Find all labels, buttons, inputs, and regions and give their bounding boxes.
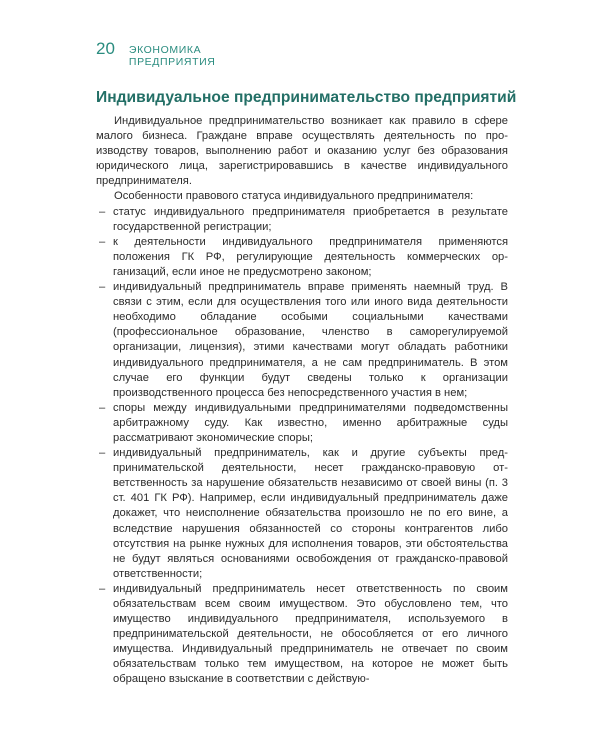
running-header [96, 40, 215, 68]
list-item [96, 582, 508, 688]
list-item-text: споры между индивидуальными предпринимателями подведомственны арбитражному суду. Как известно, именно арбитражные суды рассматривают экономические споры; [113, 401, 508, 444]
dash-bullet: – [99, 281, 106, 294]
list-item [96, 446, 508, 582]
paragraph-list-lead: Особенности правового статуса индивидуального предпринимателя: [114, 190, 474, 203]
running-title-line-1: ЭКОНОМИКА [128, 44, 202, 56]
list-item-text: индивидуальный предприниматель, как и другие субъекты предпринимательской деятельности, несет гражданско-правовую ответственность за нарушение обязательств независимо от своей вины (п. 3 ст. 401 ГК РФ). Например, если индивидуальный предприниматель даже докажет, что неисполнение обязательства произошло не по его вине, а вследствие нарушения обязанностей со стороны контрагентов либо отсутствия на рынке нужных для исполнения товаров, эти обстоятельства не будут являться основаниями освобождения от гражданско-правовой ответственности; [113, 447, 508, 580]
running-title [129, 44, 216, 68]
list-item [96, 280, 508, 401]
list-item [96, 205, 508, 235]
list-item [96, 235, 508, 280]
paragraph-intro: Индивидуальное предпринимательство возникает как правило в сфере малого бизнеса. Граждане вправе осуществлять деятельность по производству товаров, выполнению работ и оказанию услуг без образования юридического лица, зарегистрировавшись в качестве индивидуального предпринимателя. [96, 115, 508, 188]
list-item-text: к деятельности индивидуального предпринимателя применяются положения ГК РФ, регулирующие деятельность коммерческих организаций, если иное не предусмотрено законом; [113, 235, 508, 278]
dash-bullet: – [99, 401, 106, 414]
dash-bullet: – [99, 582, 106, 595]
list-item-text: индивидуальный предприниматель вправе применять наемный труд. В связи с этим, если для осуществления того или иного вида деятельности необходимо обладание особыми социальными качествами (профессиональное образование, членство в саморегулируемой организации, лицензия), этими качествами могут обладать работники индивидуального предпринимателя, а не сам предприниматель. В этом случае его функции будут сведены только к организации производственного процесса без непосредственного участия в нем; [113, 281, 508, 399]
page-number: 20 [96, 39, 115, 58]
list-item-text: индивидуальный предприниматель несет ответственность по своим обязательствам всем своим имуществом. Это обусловлено тем, что имущество индивидуального предпринимателя, используемого в предпринимательской деятельности, не обособляется от его личного имущества. Индивидуальный предприниматель не отвечает по своим обязательствам только тем имуществом, на которое не может быть обращено взыскание в соответствии с действую- [113, 582, 508, 686]
dash-bullet: – [99, 235, 106, 248]
dash-bullet: – [99, 447, 106, 460]
body-text [96, 114, 508, 688]
section-heading: Индивидуальное предпринимательство предприятий [96, 89, 517, 106]
features-list [96, 205, 508, 688]
list-item-text: статус индивидуального предпринимателя приобретается в результате государственной регистрации; [113, 205, 508, 233]
dash-bullet: – [99, 205, 106, 218]
list-item [96, 401, 508, 446]
running-title-line-2: ПРЕДПРИЯТИЯ [128, 56, 216, 68]
